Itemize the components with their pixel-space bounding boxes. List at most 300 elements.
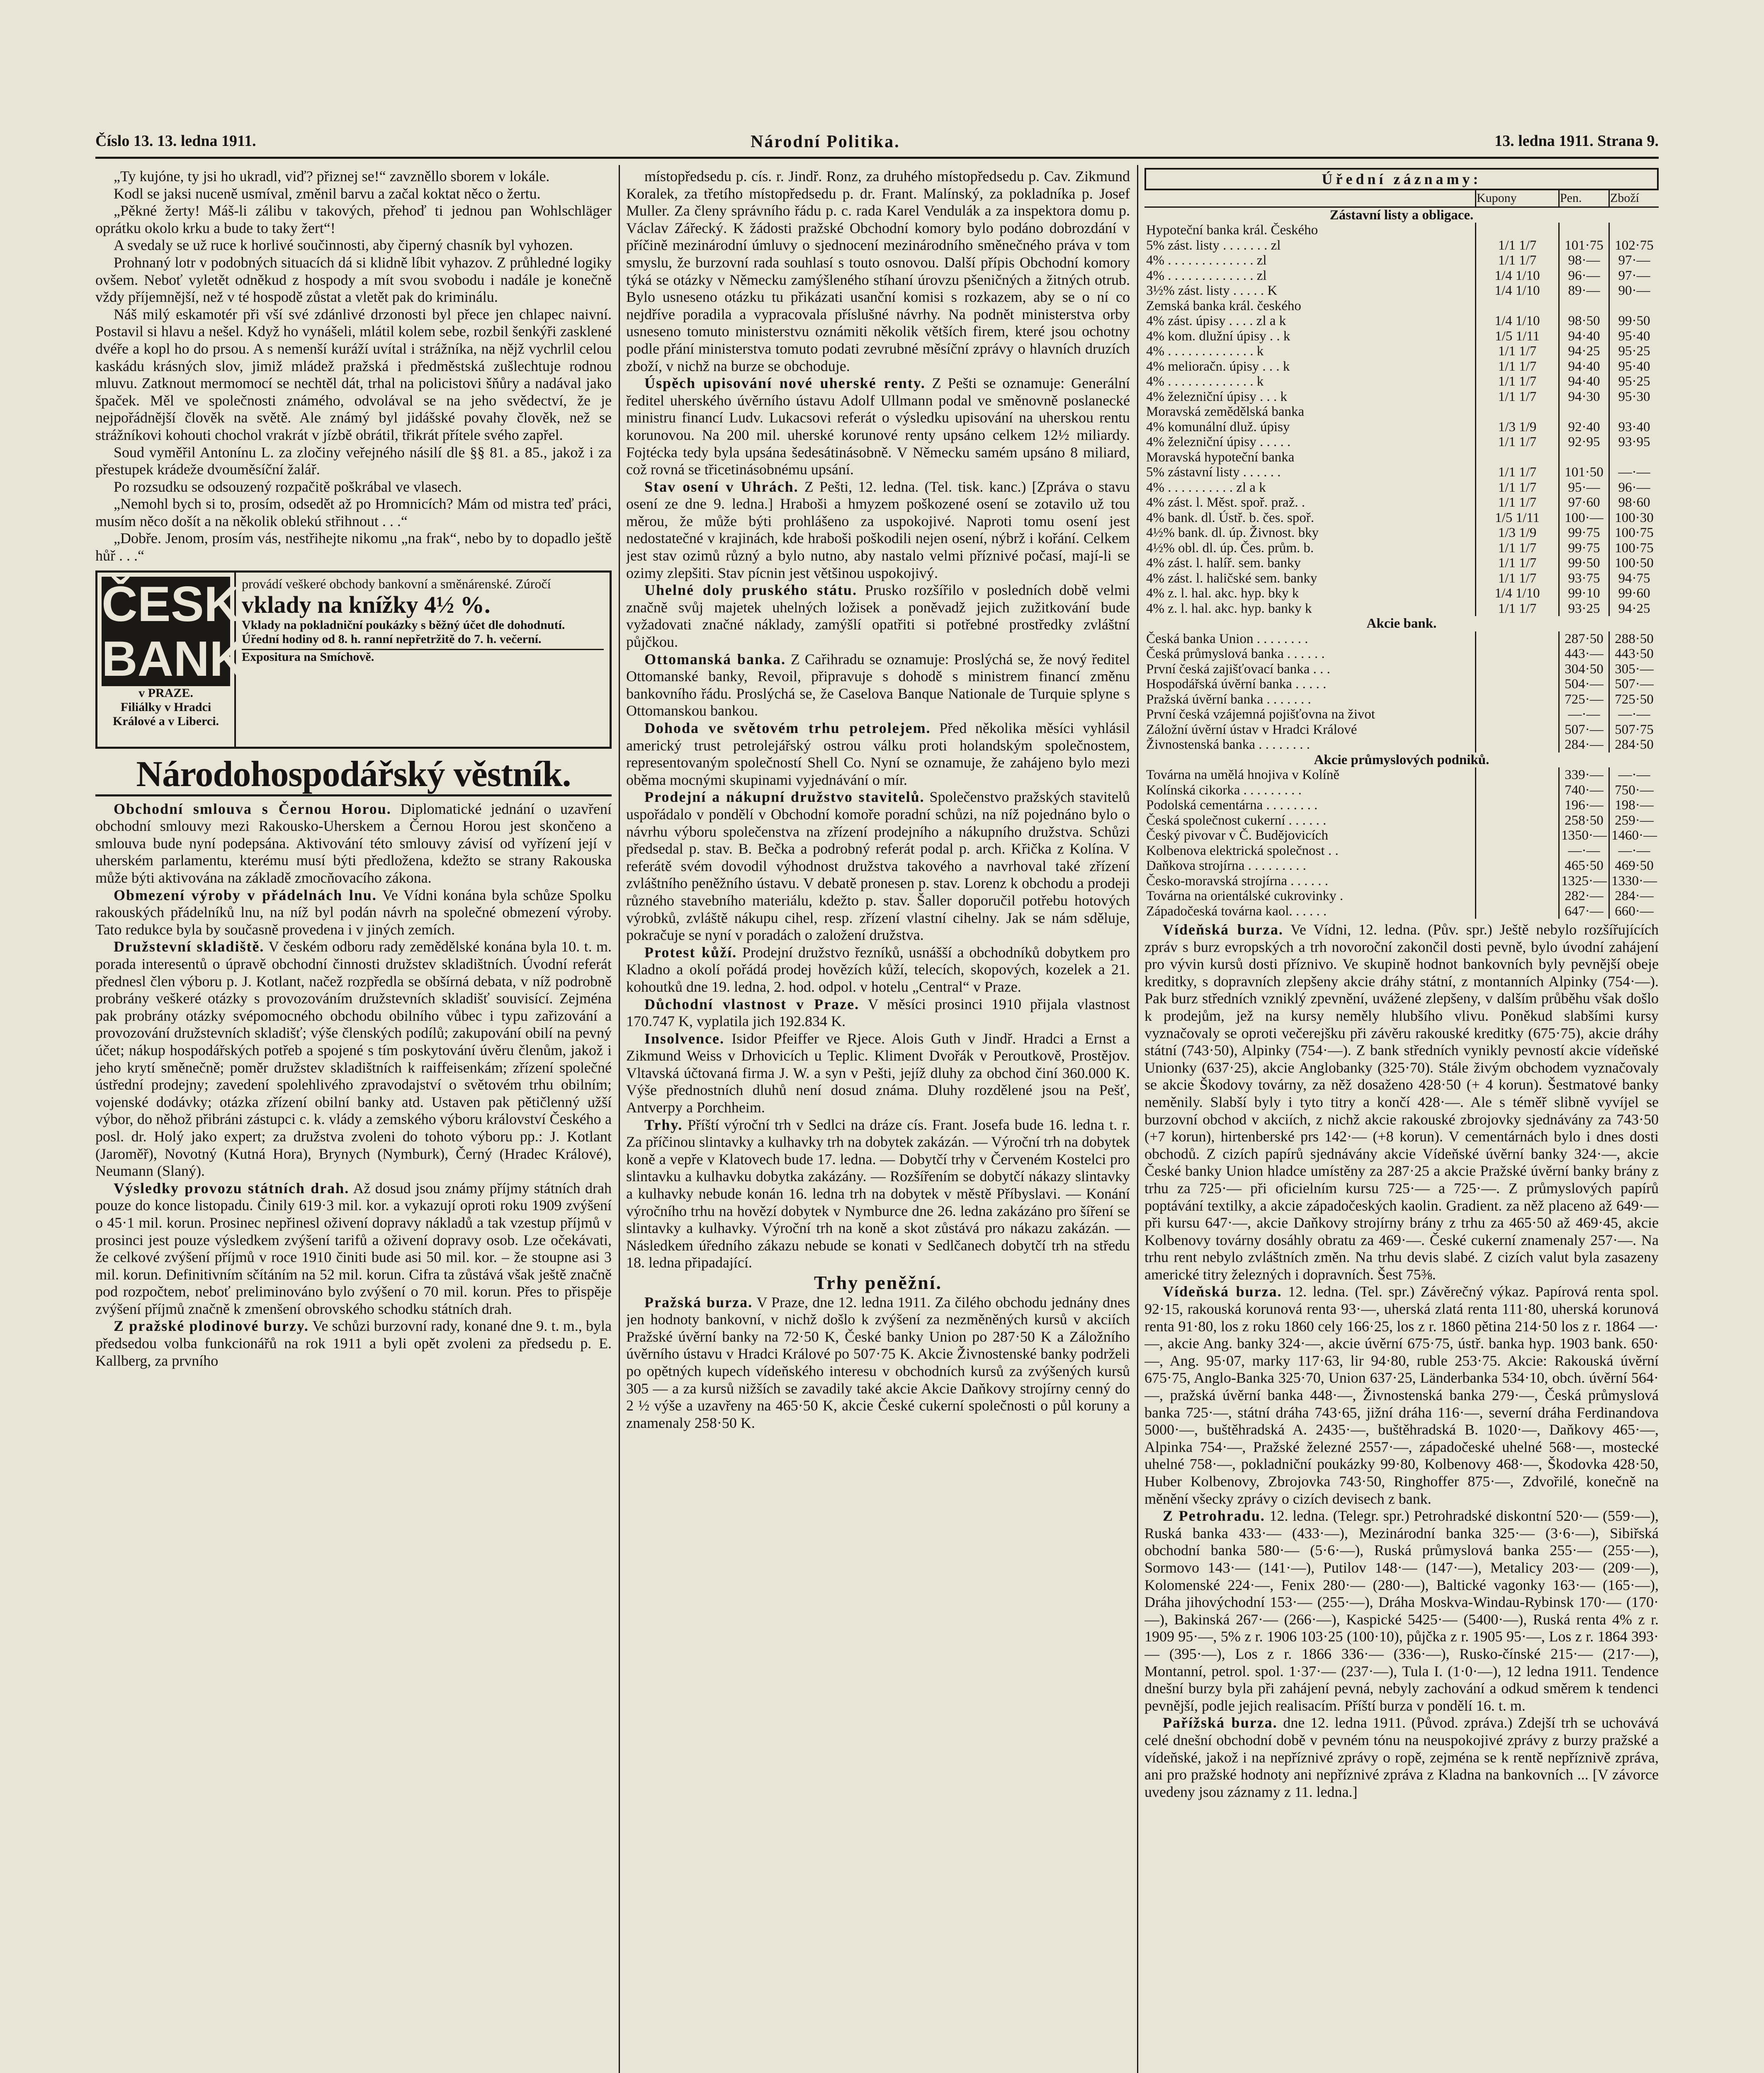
coupon-dates [1476, 858, 1559, 874]
table-row [1144, 722, 1659, 738]
money-price: 94·40 [1559, 359, 1609, 374]
table-row [1144, 389, 1659, 405]
quotes-title: Úřední záznamy: [1144, 168, 1659, 190]
goods-price: 90·— [1609, 283, 1659, 299]
goods-price: 469·50 [1609, 858, 1659, 874]
table-row [1144, 480, 1659, 495]
news-item [95, 1318, 612, 1369]
money-price: 304·50 [1559, 662, 1609, 677]
table-row [1144, 874, 1659, 889]
goods-price: —·— [1609, 767, 1659, 783]
coupon-dates: 1/1 1/7 [1476, 571, 1559, 586]
security-name: Pražská úvěrní banka . . . . . . . [1146, 692, 1311, 707]
security-name: 4% zást. l. Měst. spoř. praž. . [1146, 495, 1305, 510]
coupon-dates: 1/1 1/7 [1476, 344, 1559, 359]
news-item [626, 375, 1130, 478]
security-name: 4% . . . . . . . . . . . . . k [1146, 344, 1264, 359]
news-text: dne 12. ledna 1911. (Původ. zpráva.) Zdejší trh se uchovává celé dnešní obchodní době v pevném tónu na neuspokojivé zprávy z burzy pražské a vídeňské, jakož i na nepříznivé zprávy o ropě, zejména se k rentě nepříznivě zpráva, ani pro pražské hodnoty ani nepříznivé zpráva z Kladna na bankovních ... [V závorce uvedeny jsou záznamy z 11. ledna.] [1144, 1714, 1659, 1800]
coupon-dates: 1/4 1/10 [1476, 586, 1559, 601]
security-name: 4½% bank. dl. úp. Živnost. bky [1146, 525, 1319, 540]
table-row [1144, 631, 1659, 647]
table-row [1144, 223, 1659, 238]
coupon-dates [1476, 767, 1559, 783]
news-list-2 [626, 375, 1130, 1272]
security-name: Daňkova strojírna . . . . . . . . . [1146, 858, 1306, 873]
security-name: 4% zást. úpisy . . . . zl a k [1146, 313, 1286, 328]
coupon-dates [1476, 888, 1559, 904]
goods-price: 98·60 [1609, 495, 1659, 510]
news-text: Diplomatické jednání o uzavření obchodní smlouvy mezi Rakousko-Uherskem a Černou Horou jest skončeno a smlouva bude nyní podepsána. Aktivování této smlouvy závisí od vyřízení její v uherském parlamentu, kterému musí býti předložena, kdežto se strany Rakouska může býti aktivována na základě zmocňovacího zákona. [95, 800, 612, 886]
goods-price: —·— [1609, 707, 1659, 722]
security-name: 3½% zást. listy . . . . . K [1146, 283, 1278, 298]
table-row [1144, 435, 1659, 450]
news-heading: Z pražské plodinové burzy. [114, 1318, 309, 1335]
goods-price: 96·— [1609, 480, 1659, 495]
table-row [1144, 767, 1659, 783]
security-name: 4% komunální dluž. úpisy [1146, 419, 1290, 435]
security-name: První česká vzájemná pojišťovna na život [1146, 707, 1375, 722]
goods-price: 94·25 [1609, 601, 1659, 617]
news-item [1144, 1714, 1659, 1801]
news-heading: Stav osení v Uhrách. [644, 478, 799, 495]
table-row [1144, 904, 1659, 919]
security-name: 4% melioračn. úpisy . . . k [1146, 359, 1290, 374]
table-row [1144, 586, 1659, 601]
coupon-dates [1476, 843, 1559, 859]
coupon-dates: 1/1 1/7 [1476, 495, 1559, 510]
goods-price [1609, 450, 1659, 465]
money-price: 101·50 [1559, 465, 1609, 480]
goods-price: 284·50 [1609, 737, 1659, 752]
money-price: 93·25 [1559, 601, 1609, 617]
goods-price: —·— [1609, 843, 1659, 859]
news-text: V měsíci prosinci 1910 přijala vlastnost 170.747 K, vyplatila jich 192.834 K. [626, 995, 1130, 1030]
ad-text-1: provádí veškeré obchody bankovní a směnárenské. Zúročí [242, 576, 551, 591]
goods-price: 95·40 [1609, 329, 1659, 344]
story-paragraph: Po rozsudku se odsouzený rozpačitě poškrábal ve vlasech. [114, 478, 462, 495]
goods-price: 259·— [1609, 813, 1659, 828]
news-item [95, 1180, 612, 1318]
security-name: 4% zást. l. halíř. sem. banky [1146, 556, 1301, 570]
news-item [626, 720, 1130, 789]
news-item [626, 1117, 1130, 1272]
security-name: 5% zástavní listy . . . . . . [1146, 465, 1281, 480]
news-item [626, 944, 1130, 996]
table-row [1144, 495, 1659, 510]
money-price: 1325·— [1559, 874, 1609, 889]
table-row [1144, 858, 1659, 874]
coupon-dates: 1/1 1/7 [1476, 541, 1559, 556]
logo-line-1: ČESKÁ [102, 576, 276, 632]
news-text: Ve Vídni, 12. ledna. (Pův. spr.) Ještě nebylo rozšířujících zpráv s burz evropských a trh novoroční zakončil dosti pevně, bylo úvodní zahájení pro vývin kursů dosti příznivo. Ve skupině hodnot bankovních byly pevnější obeje kreditky, s dopravních zlepšeny akcie dráhy státní, z montanních Alpinky (754·—). Pak burz středních vzniklý zpevnění, uvážené zlepšeny, v dalším průběhu však došlo k prodejům, jež na kursy neměly hlubšího vlivu. Poněkud slabšími kursy vyznačovaly se oproti večerejšku při závěru rakouské kreditky (675·75), akcie dráhy státní (743·50), Alpinky (754·—). Z bank středních vynikly pevností akcie vídeňské Unionky (637·25), akcie Anglobanky (325·70). Stále živým obchodem vyznačovaly se akcie Škodovy továrny, za něž dosaženo 428·50 (+ 4 korun). Šestmatové banky neměnily. Slabší byly i tyto titry a končí 428·—. Ale s téměř slibně vyvíjel se burzovní obchod v akciích, z nichž akcie rakouské zbrojovky sjednávány za 743·50 (+7 korun), hirtenberské prs 142·— (+8 korun). V cementárnách bylo i dnes dosti obchodů. Z cizích papírů sjednávány akcie Vídeňské úvěrní banky 324·—, akcie České banky Union hladce umístěny za 287·25 a akcie Pražské úvěrní banky brány z trhu za 725·— při oficielním kursu 725·— a 725·—. Z průmyslových papírů poptávání textilky, a akcie západočeských kaolin. Gradient. za něž placeno až 649·— při kursu 647·—, akcie Daňkovy strojírny brány z trhu za 465·50 až 469·45, akcie Kolbenovy továrny dosáhly obratu za 469·—. České cukerní znamenaly 257·—. Na trhu rent nebylo zvláštních změn. Na trhu devis slabé. Z cizích valut byla zasazeny americké titry železných i dopravních. Šest 75⅜. [1144, 921, 1659, 1283]
goods-price: 100·75 [1609, 541, 1659, 556]
coupon-dates [1476, 223, 1559, 238]
story-paragraph: „Ty kujóne, ty jsi ho ukradl, viď? přiznej se!“ zavzněllo sborem v lokále. [114, 168, 550, 184]
money-price: 96·— [1559, 268, 1609, 284]
news-text: V českém odboru rady zemědělské konána byla 10. t. m. porada interesentů o úpravě obchodní činnosti družstev skladištních. Úvodní referát přednesl člen výboru p. J. Kotlant, načež rozpředla se obšírná debata, v níž podrobně probrány veškeré otázky s provozováním družstevních skladišť souvisící. Zejména pak probrány otázky svépomocného obchodu obilního vůbec i typu zařizování a provozování družstevních skladišť; výše členských podílů; zakupování obilí na pevný účet; nákup hospodářských potřeb a spojené s tím poskytování úvěru členům, jakož i jeho krytí směnečně; poměr družstev skladištních k raiffeisenkám; zřízení společné ústřední prodejny; zavedení spolehlivého zpravodajství o světovém trhu obilním; vojenské dodávky; otázka zřízení obilní banky atd. Ustaven pak pětičlenný užší výbor, do něhož přibráni zástupci c. k. vlády a zemského výboru království Českého a posl. dr. Holý jako expert; za družstva zvoleni do tohoto výboru pp.: J. Kotlant (Jaroměř), Novotný (Kutná Hora), Brynych (Nymburk), Černý (Hradec Králové), Neumann (Slaný). [95, 938, 612, 1180]
coupon-dates [1476, 299, 1559, 314]
goods-price: 102·75 [1609, 238, 1659, 253]
money-price: 94·25 [1559, 344, 1609, 359]
coupon-dates: 1/1 1/7 [1476, 374, 1559, 389]
goods-price: 94·75 [1609, 571, 1659, 586]
money-price: 443·— [1559, 646, 1609, 662]
story-text [95, 168, 612, 565]
column-3 [1144, 168, 1659, 2073]
table-row [1144, 828, 1659, 843]
goods-price: 95·30 [1609, 389, 1659, 405]
coupon-dates [1476, 707, 1559, 722]
coupon-dates: 1/1 1/7 [1476, 238, 1559, 253]
news-text: Prusko rozšířilo v posledních době velmi značně svůj majetek uhelných ložisek a poněvadž jejich zužitkování bude vyžadovati značné náklady, zamýšlí opatřiti si potřebné prostředky zvláštní půjčkou. [626, 582, 1130, 651]
newspaper-title: Národní Politika. [751, 132, 900, 151]
money-price: 196·— [1559, 798, 1609, 813]
money-price: 740·— [1559, 783, 1609, 798]
column-2 [626, 168, 1130, 2073]
security-name: Moravská zemědělská banka [1146, 404, 1305, 419]
story-paragraph: „Pěkné žerty! Máš-li zálibu v takových, přehoď ti jednou pan Wohlschläger oprátku okolo krku a bude to taky žert“! [95, 202, 612, 236]
ad-text-4: Úřední hodiny od 8. h. ranní nepřetržitě do 7. h. večerní. [242, 632, 542, 646]
coupon-dates: 1/5 1/11 [1476, 329, 1559, 344]
money-price: 284·— [1559, 737, 1609, 752]
money-price: 100·— [1559, 510, 1609, 526]
news-heading: Trhy. [644, 1116, 683, 1133]
story-paragraph: „Nemohl bych si to, prosím, odsedět až po Hromnicích? Mám od mistra teď práci, musím něco došít a na několik oblekú střihnout . . .“ [95, 495, 612, 529]
news-heading: Obmezení výroby v přádelnách lnu. [114, 886, 377, 903]
news-text: Společenstvo pražských stavitelů uspořádalo v pondělí v Obchodní komoře poradní schůzi, na níž pojednáno bylo o návrhu výboru společenstva na zřízení prodejního a nákupního družstva. Schůzi předsedal p. stav. B. Bečka a podrobný referát podal p. arch. Křička z Kolína. V referátě svém dovodil výhodnost družstva takového a navrhoval také zřízení zvláštního peněžního ústavu. V debatě pronesen p. stav. Lorenz k obchodu a prodeji různého stavebního materiálu, kdežto p. stav. Šaller doporučil potřebu hotových výrobků, zvláště nákupu cihel, resp. zřízení vlastní cihelny. Jak se nám sděluje, pokračuje se nyní v poradách o založení družstva. [626, 789, 1130, 944]
logo-line-2: BANKA [102, 631, 282, 687]
security-name: Záložní úvěrní ústav v Hradci Králové [1146, 722, 1357, 737]
security-name: Továrna na orientálské cukrovinky . [1146, 888, 1344, 903]
table-row [1144, 646, 1659, 662]
security-name: 4% železniční úpisy . . . . . [1146, 435, 1291, 449]
coupon-dates: 1/1 1/7 [1476, 253, 1559, 268]
coupon-dates: 1/4 1/10 [1476, 313, 1559, 329]
goods-price: 95·40 [1609, 359, 1659, 374]
news-heading: Obchodní smlouva s Černou Horou. [114, 800, 391, 817]
ad-text-5: Expositura na Smíchově. [242, 649, 604, 664]
money-price: —·— [1559, 707, 1609, 722]
news-heading: Výsledky provozu státních drah. [114, 1180, 350, 1197]
money-price: 95·— [1559, 480, 1609, 495]
ad-text-block [236, 573, 610, 747]
table-row [1144, 283, 1659, 299]
table-row [1144, 465, 1659, 480]
money-price: 97·60 [1559, 495, 1609, 510]
money-price: 98·50 [1559, 313, 1609, 329]
money-price: 92·40 [1559, 420, 1609, 435]
news-text: Příští výroční trh v Sedlci na dráze cís. Frant. Josefa bude 16. ledna t. r. Za příčinou slintavky a kulhavky trh na dobytek zakázán. — Výroční trh na dobytek koně a vepře v Klatovech bude 17. ledna. — Dobytčí trhy v Červeném Kostelci pro slintavku a kulhavku dobytka zakázány. — Rozšířením se dobytčí nákazy slintavky a kulhavky nebude konán 16. ledna trh na dobytek v městě Příbyslavi. — Konání výročního trhu na hovězí dobytek v Nymburce dne 26. ledna zakázáno pro šíření se slintavky a kulhavky. Výroční trh na koně a skot zůstává pro nákazu zakázán. — Následkem úředního zákazu nebude se konati v Sedlčanech dobytčí trh na středu 18. ledna připadající. [626, 1116, 1130, 1271]
security-name: Český pivovar v Č. Budějovicích [1146, 828, 1329, 843]
news-text: Z Pešti, 12. ledna. (Tel. tisk. kanc.) [Zpráva o stavu osení ze dne 9. ledna.] Hraboši a hmyzem poškozené osení se zotavilo už tou měrou, že může býti prohlášeno za uspokojivé. Naproti tomu osení jest nedostatečné v krajinách, kde hraboši poškodili nejen osení, nýbrž i kořání. Celkem jest stav ozimů různý a bylo nutno, aby nastalo velmi příznivé počasí, mají-li se ozimy zlepšiti. Stav pícnin jest většinou uspokojivý. [626, 478, 1130, 581]
money-price: 94·40 [1559, 374, 1609, 389]
security-name: Zemská banka král. českého [1146, 298, 1301, 313]
table-row [1144, 662, 1659, 677]
money-price [1559, 299, 1609, 314]
column-rule-2 [1137, 165, 1138, 2073]
news-text: Před několika měsíci vyhlásil americký trust petrolejářský ostrou válku proti holandským společnostem, representovaným společností Shell Co. Nyní se oznamuje, že zahájeno bylo mezi oběma mocnými skupinami vyjednávání o mír. [626, 720, 1130, 788]
security-name: Česká průmyslová banka . . . . . . [1146, 646, 1325, 661]
security-name: 4% kom. dlužní úpisy . . k [1146, 328, 1290, 344]
table-row [1144, 374, 1659, 389]
table-row [1144, 253, 1659, 268]
money-price: 99·50 [1559, 556, 1609, 571]
money-price: 258·50 [1559, 813, 1609, 828]
money-price: 507·— [1559, 722, 1609, 738]
money-price: 94·30 [1559, 389, 1609, 405]
coupon-dates [1476, 646, 1559, 662]
table-header-cell: Pen. [1559, 190, 1609, 207]
security-name: 4% . . . . . . . . . . zl a k [1146, 480, 1266, 495]
table-row [1144, 329, 1659, 344]
goods-price: 97·— [1609, 253, 1659, 268]
page-number: 13. ledna 1911. Strana 9. [1494, 132, 1659, 150]
table-row [1144, 450, 1659, 465]
news-text: 12. ledna. (Tel. spr.) Závěrečný výkaz. Papírová renta spol. 92·15, rakouská korunová renta 93·—, uherská zlatá renta 111·80, uherská korunová renta 91·80, los z roku 1860 cely 166·25, los z r. 1860 pětina 214·50 los z r. 1864 —·—, akcie Ang. banky 324·—, akcie úvěrní 675·75, ústř. banka hyp. 1903 bank. 650·—, Ang. 95·07, marky 117·63, lir 94·80, ruble 253·75. Akcie: Rakouská úvěrní 675·75, Anglo-Banka 325·70, Union 637·25, Länderbanka 534·10, obch. úvěrní 564·—, pražská úvěrní banka 448·—, Živnostenská banka 279·—, Česká průmyslová banka 725·—, státní dráha 743·65, jižní dráha 116·—, severní dráha Ferdinandova 5000·—, buštěhradská A. 2435·—, buštěhradská B. 1020·—, Daňkovy 465·—, Alpinka 754·—, Pražské železné 2557·—, západočeské uhelné 568·—, mostecké uhelné 758·—, pokladniční poukázky 99·80, Kolbenovy 468·—, Škodovka 428·50, Huber Kolbenovy, Zbrojovka 743·50, Ringhoffer 875·—, Zdvořilé, konečně na měnění všecky zprávy o cizích devisech z bank. [1144, 1283, 1659, 1507]
coupon-dates [1476, 737, 1559, 752]
news-item [1144, 1283, 1659, 1507]
money-price: 98·— [1559, 253, 1609, 268]
news-item [626, 996, 1130, 1030]
group-title: Akcie průmyslových podniků. [1314, 752, 1489, 767]
group-title: Akcie bank. [1366, 616, 1437, 631]
table-row [1144, 843, 1659, 859]
coupon-dates [1476, 813, 1559, 828]
exchange-reports [1144, 921, 1659, 1801]
news-text: Z Pešti se oznamuje: Generální ředitel uherského úvěrního ústavu Adolf Ullmann podal ve směnovně poslanecké ministru financí Ludv. Lukacsovi referát o výsledku upisování na uherskou rentu korunovou. Na 200 mil. uherské korunové renty upsáno celkem 12½ miliardy. Fojtécka tedy byla upsána šedesátinásobně. V Německu samém upsáno 8 miliard, což rovná se třicetinásobnému upsání. [626, 375, 1130, 478]
goods-price: 660·— [1609, 904, 1659, 919]
news-item [626, 478, 1130, 582]
table-row [1144, 601, 1659, 617]
table-row [1144, 556, 1659, 571]
coupon-dates [1476, 722, 1559, 738]
money-price: 99·75 [1559, 541, 1609, 556]
news-text: Z Cařihradu se oznamuje: Proslýchá se, že nový ředitel Ottomanské banky, Revoil, připravuje s dohodě s ministrem financí změnu bankovního řádu. Proslýchá se, že Caselova Banque Nationale de Turquie splyne s Ottomanskou bankou. [626, 651, 1130, 719]
table-header-cell: Kupony [1476, 190, 1559, 207]
coupon-dates: 1/4 1/10 [1476, 268, 1559, 284]
coupon-dates [1476, 662, 1559, 677]
goods-price: 750·— [1609, 783, 1659, 798]
goods-price: 93·40 [1609, 420, 1659, 435]
security-name: První česká zajišťovací banka . . . [1146, 661, 1330, 677]
table-row [1144, 404, 1659, 420]
security-name: 4% . . . . . . . . . . . . . zl [1146, 253, 1267, 268]
coupon-dates [1476, 677, 1559, 692]
news-item [1144, 921, 1659, 1283]
table-row [1144, 677, 1659, 692]
goods-price: 99·60 [1609, 586, 1659, 601]
table-row [1144, 541, 1659, 556]
column-1 [95, 168, 612, 2073]
news-heading: Uhelné doly pruského státu. [644, 582, 858, 599]
news-heading: Z Petrohradu. [1163, 1507, 1265, 1524]
money-price: 99·10 [1559, 586, 1609, 601]
money-price: 725·— [1559, 692, 1609, 707]
goods-price: —·— [1609, 465, 1659, 480]
coupon-dates: 1/1 1/7 [1476, 359, 1559, 374]
coupon-dates: 1/3 1/9 [1476, 420, 1559, 435]
goods-price [1609, 223, 1659, 238]
bank-advertisement [95, 570, 612, 749]
security-name: 4% železniční úpisy . . . k [1146, 389, 1287, 404]
news-item [95, 801, 612, 887]
economic-news-list [95, 801, 612, 1370]
bank-logo [102, 576, 282, 687]
prague-exchange [626, 1294, 1130, 1432]
issue-number: Číslo 13. 13. ledna 1911. [95, 132, 256, 150]
security-name: Živnostenská banka . . . . . . . . [1146, 737, 1310, 752]
security-name: Kolínská cikorka . . . . . . . . . [1146, 782, 1302, 798]
coupon-dates [1476, 874, 1559, 889]
table-row [1144, 783, 1659, 798]
news-text: Isidor Pfeiffer ve Rjece. Alois Guth v Jindř. Hradci a Ernst a Zikmund Weiss v Drhovicích u Teplic. Kliment Dvořák v Peroutkově, Prostějov. Vltavská účtovaná firma J. W. a syn v Pešti, jejíž dluhy za obchod činí 360.000 K. Výše přednostních dluhů není dosud známa. Dluhy rozdělené jsou na Pešť, Antverpy a Porchheim. [626, 1030, 1130, 1116]
column-rule-1 [619, 165, 620, 2073]
coupon-dates [1476, 828, 1559, 843]
money-price: 94·40 [1559, 329, 1609, 344]
goods-price: 95·25 [1609, 374, 1659, 389]
security-name: Hypoteční banka král. Českého [1146, 223, 1318, 238]
security-name: 4% . . . . . . . . . . . . . zl [1146, 268, 1267, 283]
news-heading: Pařížská burza. [1163, 1714, 1278, 1731]
news-heading: Dohoda ve světovém trhu petrolejem. [644, 720, 931, 736]
money-price: —·— [1559, 843, 1609, 859]
goods-price: 725·50 [1609, 692, 1659, 707]
goods-price: 443·50 [1609, 646, 1659, 662]
coupon-dates [1476, 450, 1559, 465]
table-group-row [1144, 752, 1659, 768]
news-heading: Důchodní vlastnost v Praze. [644, 995, 860, 1012]
money-price: 647·— [1559, 904, 1609, 919]
goods-price: 507·75 [1609, 722, 1659, 738]
news-heading: Družstevní skladiště. [114, 938, 265, 955]
table-row [1144, 571, 1659, 586]
table-row [1144, 313, 1659, 329]
goods-price: 100·30 [1609, 510, 1659, 526]
news-text: Ve schůzi burzovní rady, konané dne 9. t. m., byla předsedou volba funkcionářů na rok 1911 a byli opět zvoleni za předsedu p. E. Kallberg, za prvního [95, 1318, 612, 1369]
table-row [1144, 798, 1659, 813]
security-name: Kolbenova elektrická společnost . . [1146, 843, 1339, 858]
goods-price: 97·— [1609, 268, 1659, 284]
story-paragraph: Náš milý eskamotér při vší své zdánlivé drzonosti byl přece jen chlapec naivní. Postavil si hlavu a nešel. Když ho vynášeli, mlátil kolem sebe, rozbil šenkýři zasklené dvéře a kopl ho do prsou. A s nemenší kuráží uvítal i strážníka, na nějž vychrlil celou kaskádu krásných slov, jimiž mládež pražská i předměstská zušlechtuje rodnou mluvu. Zatknout mermomocí se nechtěl dát, trhal na policistovi šňůry a nadával jako špaček. Měl ve společnosti známého, odvolával se na jeho svědectví, že je nejpořádnější člověk na světě. Ale známý byl jidášské povahy člověk, než se strážníkovi kohouti chochol vrakrát v jízbě obrátil, třikrát přítele svého zapřel. [95, 306, 612, 443]
table-row [1144, 268, 1659, 284]
table-row [1144, 359, 1659, 374]
security-name: 4% . . . . . . . . . . . . . k [1146, 374, 1264, 389]
news-heading: Protest kůží. [644, 944, 737, 961]
ad-headline: vklady na knížky 4½ %. [242, 591, 491, 618]
quotes-table [1144, 190, 1659, 919]
security-name: Továrna na umělá hnojiva v Kolíně [1146, 767, 1339, 782]
table-row [1144, 692, 1659, 707]
table-row [1144, 510, 1659, 526]
goods-price: 1330·— [1609, 874, 1659, 889]
story-paragraph: Kodl se jaksi nuceně usmíval, změnil barvu a začal koktat něco o žertu. [114, 185, 541, 202]
intro-paragraph: místopředsedu p. cís. r. Jindř. Ronz, za druhého místopředsedu p. Cav. Zikmund Koralek, za třetího místopředsedu p. dr. Frant. Malínský, za pokladníka p. Josef Muller. Za členy správního řádu p. c. rada Karel Vendulák a za inspektora domu p. Václav Zářecký. K žádosti pražské Obchodní komory bylo podáno dobrozdání v příčině mezinárodní úmluvy o sjednocení mezinárodního směnečného práva v tom smyslu, že burzovní rada souhlasí s touto osnovou. Další přípis Obchodní komory týká se otázky v Německu zamýšleného stíhaní úrovzu pšeničných a žitných otrub. Bylo usneseno otázku tu přikázati usanční komisi s rozkazem, aby se o ní co nejdříve poradila a vypracovala příslušné návrhy. Na podnět ministerstva orby usneseno tomuto ministerstvu oznámiti několik větších firem, které jsou ochotny podle přání ministerstva tomuto podati zevrubné měsíční zprávy o hlavních druzích zboží, v nichž na burze se obchoduje. [626, 168, 1130, 374]
table-group-row [1144, 207, 1659, 223]
prague-exchange-text: V Praze, dne 12. ledna 1911. Za čilého obchodu jednány dnes jen hodnoty bankovní, v nichž došlo k zvýšení za nezměněných kursů v akciích Pražské úvěrní banky na 72·50 K, České banky Union po 287·50 K a Záložního úvěrního ústavu v Hradci Králové po 507·75 K. Akcie Živnostenské banky podrželi po opětných kupech vídeňského interesu v obchodních kursů za zvýšených kursů 305 — a za kursů nižších se zavadily také akcie Akcie Daňkovy strojírny cenný do 2 ½ výše a uzavřeny na 465·50 K, akcie České cukerní společnosti o půl koruny a znamenaly 258·50 K. [626, 1294, 1130, 1431]
news-heading: Úspěch upisování nové uherské renty. [644, 375, 926, 392]
story-paragraph: A svedaly se už ruce k horlivé součinnosti, aby čiperný chasník byl vyhozen. [114, 237, 573, 254]
security-name: Česká společnost cukerní . . . . . . [1146, 813, 1327, 828]
security-name: 4½% obl. dl. úp. Čes. prům. b. [1146, 540, 1314, 556]
goods-price: 288·50 [1609, 631, 1659, 647]
goods-price [1609, 404, 1659, 420]
story-paragraph: Prohnaný lotr v podobných situacích dá si klidně líbit vyhazov. Z průhledné logiky ovšem. Neboť vyletět odněkud z hospody a mít svou svobodu i nadále je konečně vždy příjemnější, než v té hospodě zůstat a vletět pak do kriminálu. [95, 254, 612, 306]
coupon-dates: 1/4 1/10 [1476, 283, 1559, 299]
table-row [1144, 344, 1659, 359]
goods-price: 284·— [1609, 888, 1659, 904]
coupon-dates: 1/1 1/7 [1476, 389, 1559, 405]
goods-price [1609, 299, 1659, 314]
masthead [95, 132, 1659, 159]
news-item [1144, 1507, 1659, 1714]
table-group-row [1144, 616, 1659, 631]
table-row [1144, 888, 1659, 904]
money-price: 101·75 [1559, 238, 1609, 253]
news-item [626, 582, 1130, 651]
goods-price: 100·75 [1609, 525, 1659, 541]
goods-price: 198·— [1609, 798, 1659, 813]
security-name: Hospodářská úvěrní banka . . . . . [1146, 677, 1327, 692]
coupon-dates: 1/1 1/7 [1476, 465, 1559, 480]
security-name: 4% z. l. hal. akc. hyp. bky k [1146, 586, 1299, 601]
security-name: Podolská cementárna . . . . . . . . [1146, 798, 1318, 813]
group-title: Zástavní listy a obligace. [1329, 207, 1474, 223]
table-row [1144, 525, 1659, 541]
ad-text-3: Vklady na pokladniční poukázky s běžný účet dle dohodnutí. [242, 618, 565, 632]
news-item [95, 887, 612, 939]
story-paragraph: „Dobře. Jenom, prosím vás, nestřihejte nikomu „na frak“, nebo by to dopadlo ještě hůř . . .“ [95, 530, 612, 564]
goods-price: 99·50 [1609, 313, 1659, 329]
money-price: 1350·— [1559, 828, 1609, 843]
goods-price: 1460·— [1609, 828, 1659, 843]
coupon-dates: 1/1 1/7 [1476, 435, 1559, 450]
goods-price: 100·50 [1609, 556, 1659, 571]
news-item [626, 789, 1130, 944]
money-price [1559, 404, 1609, 420]
money-price: 504·— [1559, 677, 1609, 692]
news-heading: Vídeňská burza. [1163, 921, 1283, 938]
table-row [1144, 813, 1659, 828]
coupon-dates: 1/1 1/7 [1476, 601, 1559, 617]
coupon-dates [1476, 783, 1559, 798]
news-text: Ve Vídni konána byla schůze Spolku rakouských přádelníků lnu, na níž byl podán návrh na společné obmezení výroby. Tato redukce byla by současně provedena i v jiných zemích. [95, 886, 612, 938]
coupon-dates [1476, 798, 1559, 813]
goods-price: 305·— [1609, 662, 1659, 677]
story-paragraph: Soud vyměřil Antonínu L. za zločiny veřejného násilí dle §§ 81. a 85., jakož i za přestupek krádeže dvouměsíční žalář. [95, 444, 612, 478]
money-markets-title: Trhy peněžní. [814, 1272, 943, 1293]
money-price: 282·— [1559, 888, 1609, 904]
table-row [1144, 299, 1659, 314]
news-item [626, 1030, 1130, 1117]
security-name: 5% zást. listy . . . . . . . zl [1146, 238, 1281, 253]
table-row [1144, 420, 1659, 435]
table-header-cell: Zboží [1609, 190, 1659, 207]
news-item [626, 651, 1130, 720]
security-name: Česká banka Union . . . . . . . . [1146, 631, 1308, 646]
news-heading: Insolvence. [644, 1030, 724, 1047]
news-heading: Prodejní a nákupní družstvo stavitelů. [644, 789, 925, 806]
table-row [1144, 737, 1659, 752]
goods-price: 93·95 [1609, 435, 1659, 450]
prague-exchange-heading: Pražská burza. [644, 1294, 753, 1311]
coupon-dates [1476, 631, 1559, 647]
table-header-cell [1144, 190, 1476, 207]
security-name: 4% bank. dl. Ústř. b. čes. spoř. [1146, 510, 1314, 525]
news-text: Až dosud jsou známy příjmy státních drah pouze do konce listopadu. Činily 619·3 mil. kor. a vykazují oproti roku 1909 zvýšení o 45·1 mil. korun. Prosinec nepřinesl oživení dopravy nákladů a tak vzestup příjmů v prosinci jest pouze výsledkem zvýšení tarifů a oživení dopravy osob. Lze očekávati, že celkové zvýšení příjmů v roce 1910 činiti bude asi 50 mil. kor. – že stoupne asi 3 mil. korun. Definitivním sčítáním na 52 mil. korun. Cifra ta zůstává však ještě značně pod rozpočtem, neboť preliminováno bylo zvýšení o 70 mil. korun. Přes to přispěje zvýšení příjmů značně k zmenšení obrovského schodku státních drah. [95, 1180, 612, 1317]
money-price: 339·— [1559, 767, 1609, 783]
money-price: 93·75 [1559, 571, 1609, 586]
news-item [95, 938, 612, 1180]
